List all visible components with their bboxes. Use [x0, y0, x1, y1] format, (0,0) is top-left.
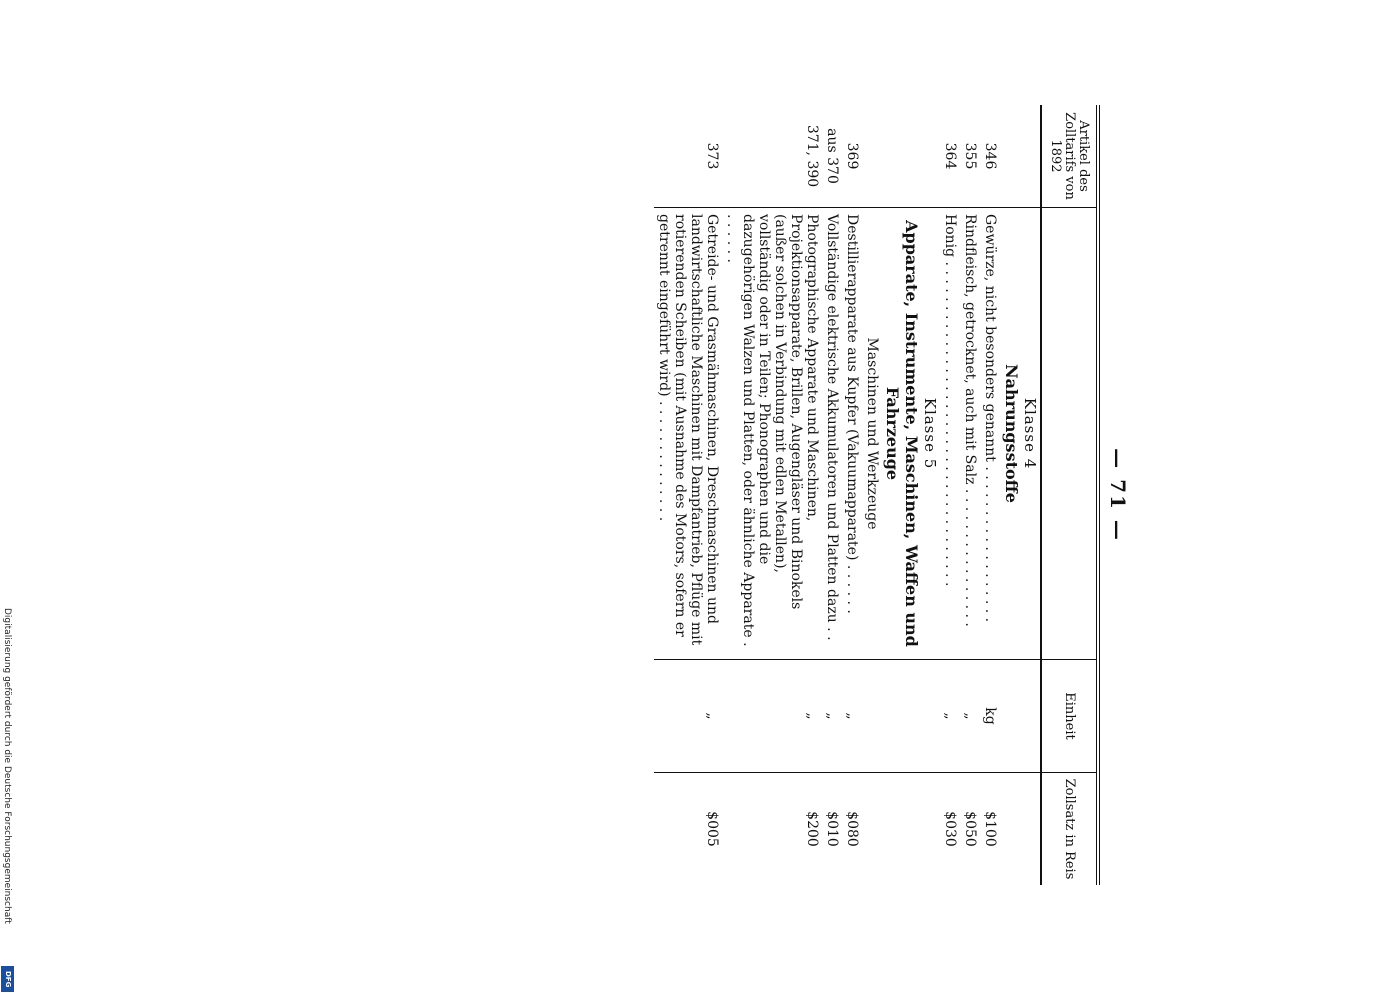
- rotated-page: [105, 105, 1130, 885]
- cell-rate: $005: [654, 773, 722, 886]
- cell-article: 355: [962, 142, 978, 170]
- cell-rate: $010: [822, 773, 842, 886]
- section-heading: [1000, 105, 1041, 885]
- table-row: [654, 105, 722, 885]
- cell-article: 369: [844, 142, 860, 170]
- cell-description: Rindfleisch, getrocknet, auch mit Salz . . . . . . . . . . . . . . . .: [960, 208, 980, 660]
- cell-description: Getreide- und Grasmähmaschinen, Dreschmaschinen und landwirtschaftliche Maschinen mit Dampfantrieb, Pflüge mit rotierenden Scheiben (mit Ausnahme des Motors, sofern er getrennt eingeführt wird) . . . . . . . . . . . . . .: [654, 208, 722, 660]
- cell-description: Destillierapparate aus Kupfer (Vakuumapparate) . . . . . .: [842, 208, 862, 660]
- header-article: Artikel des Zolltarifs von 1892: [1048, 112, 1091, 200]
- cell-description: Honig . . . . . . . . . . . . . . . . . . . . . . . . . . . . . . . . . . . . .: [940, 208, 960, 660]
- page-number: — 71 —: [1106, 448, 1130, 542]
- dfg-logo: DFG: [1, 966, 14, 992]
- klasse-label: Klasse 4: [1021, 397, 1039, 470]
- cell-unit: „: [842, 660, 862, 773]
- table-row: [960, 105, 980, 885]
- cell-article: 364: [942, 142, 958, 170]
- cell-unit: „: [654, 660, 722, 773]
- cell-description: Vollständige elektrische Akkumulatoren und Platten dazu . .: [822, 208, 842, 660]
- table-row: [722, 105, 822, 885]
- cell-rate: $050: [960, 773, 980, 886]
- group-title: Nahrungsstoffe: [1002, 364, 1021, 503]
- cell-unit: „: [822, 660, 842, 773]
- cell-article: 373: [704, 142, 720, 170]
- cell-rate: $080: [842, 773, 862, 886]
- cell-unit: „: [940, 660, 960, 773]
- cell-article: aus 370: [824, 128, 840, 184]
- group-title: Apparate, Instrumente, Maschinen, Waffen und Fahrzeuge: [883, 220, 921, 647]
- cell-rate: $200: [722, 773, 822, 886]
- table-row: [822, 105, 842, 885]
- cell-article: 371, 390: [804, 124, 820, 188]
- section-heading: [862, 105, 940, 885]
- cell-description: Photographische Apparate und Maschinen, Projektionsapparate, Brillen, Augengläser und Binokels (außer solchen in Verbindung mit edlen Metallen), vollständig oder in Teilen; Phonographen und die dazugehörigen Walzen und Platten, oder ähnliche Apparate . . . . . . .: [722, 208, 822, 660]
- table-header-row: [1041, 105, 1098, 885]
- table-row: [980, 105, 1000, 885]
- digitization-note: [0, 600, 14, 1000]
- cell-rate: $030: [940, 773, 960, 886]
- cell-unit: „: [960, 660, 980, 773]
- group-subtitle: Maschinen und Werkzeuge: [864, 337, 880, 530]
- section-heading-cell: [862, 208, 940, 660]
- cell-description: Gewürze, nicht besonders genannt . . . . . . . . . . . . . . . . . .: [980, 208, 1000, 660]
- cell-unit: „: [722, 660, 822, 773]
- header-unit: Einheit: [1041, 660, 1098, 773]
- header-rate: Zollsatz in Reis: [1041, 773, 1098, 886]
- tariff-table: [654, 105, 1100, 885]
- digitization-note-text: Digitalisierung gefördert durch die Deutsche Forschungsgemeinschaft: [2, 608, 12, 924]
- klasse-label: Klasse 5: [921, 397, 939, 470]
- header-description: [1041, 208, 1098, 660]
- table-row: [940, 105, 960, 885]
- cell-article: 346: [982, 142, 998, 170]
- cell-unit: kg: [980, 660, 1000, 773]
- cell-rate: $100: [980, 773, 1000, 886]
- table-row: [842, 105, 862, 885]
- section-heading-cell: [1000, 208, 1041, 660]
